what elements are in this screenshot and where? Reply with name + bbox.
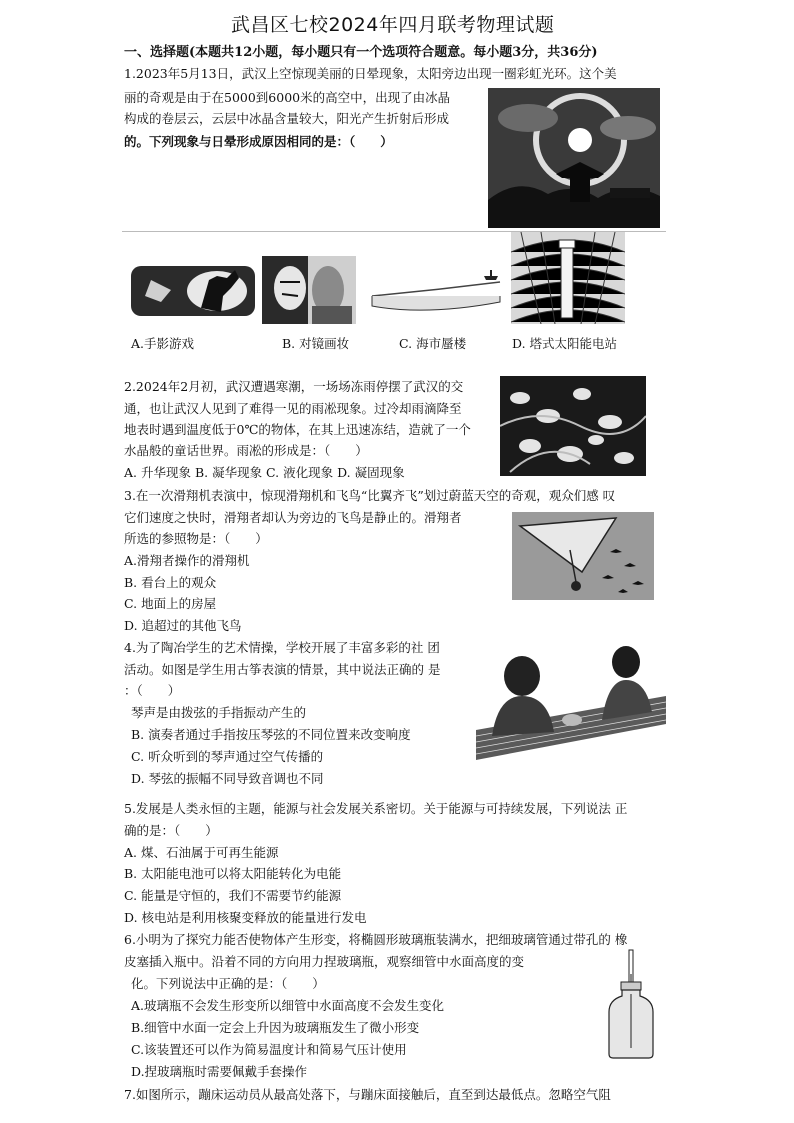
q3-line-2: 它们速度之快时，滑翔者却认为旁边的飞鸟是静止的。滑翔者 bbox=[124, 510, 462, 525]
q4-option-d: D. 琴弦的振幅不同导致音调也不同 bbox=[131, 771, 324, 786]
q5-option-d: D. 核电站是利用核聚变释放的能量进行发电 bbox=[124, 910, 367, 925]
q4-option-a: 琴声是由拨弦的手指振动产生的 bbox=[131, 705, 307, 720]
q2-line-2: 通，也让武汉人见到了难得一见的雨凇现象。过冷却雨滴降至 bbox=[124, 401, 462, 416]
q1-line-4: 的。下列现象与日晕形成原因相同的是：（ ） bbox=[124, 134, 393, 149]
q5-option-c: C. 能量是守恒的，我们不需要节约能源 bbox=[124, 888, 342, 903]
rime-photo bbox=[500, 376, 646, 476]
q4-option-c: C. 听众听到的琴声通过空气传播的 bbox=[131, 749, 324, 764]
page-title: 武昌区七校2024年四月联考物理试题 bbox=[231, 14, 555, 36]
q1-option-a: A.手影游戏 bbox=[131, 336, 195, 351]
q4-line-3: ：（ ） bbox=[124, 683, 181, 698]
sun-halo-photo bbox=[488, 88, 660, 228]
glass-bottle-diagram bbox=[605, 948, 657, 1060]
q1-line-2: 丽的奇观是由于在5000到6000米的高空中，出现了由冰晶 bbox=[124, 90, 451, 105]
solar-tower-image bbox=[511, 232, 625, 324]
mirage-image bbox=[366, 256, 508, 324]
q4-line-2: 活动。如图是学生用古筝表演的情景，其中说法正确的 是 bbox=[124, 662, 441, 677]
q4-option-b: B. 演奏者通过手指按压琴弦的不同位置来改变响度 bbox=[131, 727, 411, 742]
q3-line-1: 3.在一次滑翔机表演中，惊现滑翔机和飞鸟“比翼齐飞”划过蔚蓝天空的奇观，观众们感 叹 bbox=[124, 488, 616, 503]
glider-birds-image bbox=[512, 512, 654, 600]
q1-option-c: C. 海市蜃楼 bbox=[399, 336, 467, 351]
q1-line-3: 构成的卷层云，云层中冰晶含量较大，阳光产生折射后形成 bbox=[124, 111, 450, 126]
q6-line-1: 6.小明为了探究力能否使物体产生形变，将椭圆形玻璃瓶装满水，把细玻璃管通过带孔的 橡 bbox=[124, 932, 628, 947]
q2-line-3: 地表时遇到温度低于0℃的物体，在其上迅速冻结，造就了一个 bbox=[124, 422, 471, 437]
q5-option-b: B. 太阳能电池可以将太阳能转化为电能 bbox=[124, 866, 342, 881]
q6-option-a: A.玻璃瓶不会发生形变所以细管中水面高度不会发生变化 bbox=[131, 998, 445, 1013]
q2-line-4: 水晶般的童话世界。雨凇的形成是：（ ） bbox=[124, 443, 368, 458]
section-heading: 一、选择题(本题共12小题，每小题只有一个选项符合题意。每小题3分，共36分) bbox=[124, 45, 598, 60]
q6-option-c: C.该装置还可以作为简易温度计和简易气压计使用 bbox=[131, 1042, 407, 1057]
q3-line-3: 所选的参照物是：（ ） bbox=[124, 531, 268, 546]
q5-line-1: 5.发展是人类永恒的主题，能源与社会发展关系密切。关于能源与可持续发展，下列说法 正 bbox=[124, 801, 628, 816]
q2-line-1: 2.2024年2月初，武汉遭遇寒潮，一场场冻雨停摆了武汉的交 bbox=[124, 379, 464, 394]
q6-line-2: 皮塞插入瓶中。沿着不同的方向用力捏玻璃瓶，观察细管中水面高度的变 bbox=[124, 954, 525, 969]
guzheng-performance-photo bbox=[476, 640, 666, 766]
q1-option-d: D. 塔式太阳能电站 bbox=[512, 336, 618, 351]
q5-option-a: A. 煤、石油属于可再生能源 bbox=[124, 845, 279, 860]
q3-option-c: C. 地面上的房屋 bbox=[124, 596, 217, 611]
mirror-makeup-image bbox=[262, 256, 356, 324]
q7-line-1: 7.如图所示，蹦床运动员从最高处落下，与蹦床面接触后，直至到达最低点。忽略空气阻 bbox=[124, 1087, 611, 1102]
q3-option-a: A.滑翔者操作的滑翔机 bbox=[124, 553, 250, 568]
q3-option-b: B. 看台上的观众 bbox=[124, 575, 217, 590]
q1-line-1: 1.2023年5月13日，武汉上空惊现美丽的日晕现象，太阳旁边出现一圈彩虹光环。这个美 bbox=[124, 66, 617, 81]
hand-shadow-image bbox=[131, 256, 255, 324]
q5-line-2: 确的是：（ ） bbox=[124, 823, 218, 838]
q6-line-3: 化。下列说法中正确的是：（ ） bbox=[131, 976, 325, 991]
q2-options: A. 升华现象 B. 凝华现象 C. 液化现象 D. 凝固现象 bbox=[124, 465, 405, 480]
q6-option-b: B.细管中水面一定会上升因为玻璃瓶发生了微小形变 bbox=[131, 1020, 420, 1035]
q3-option-d: D. 追超过的其他飞鸟 bbox=[124, 618, 242, 633]
q1-option-b: B. 对镜画妆 bbox=[282, 336, 350, 351]
q4-line-1: 4.为了陶冶学生的艺术情操，学校开展了丰富多彩的社 团 bbox=[124, 640, 440, 655]
q6-option-d: D.捏玻璃瓶时需要佩戴手套操作 bbox=[131, 1064, 308, 1079]
